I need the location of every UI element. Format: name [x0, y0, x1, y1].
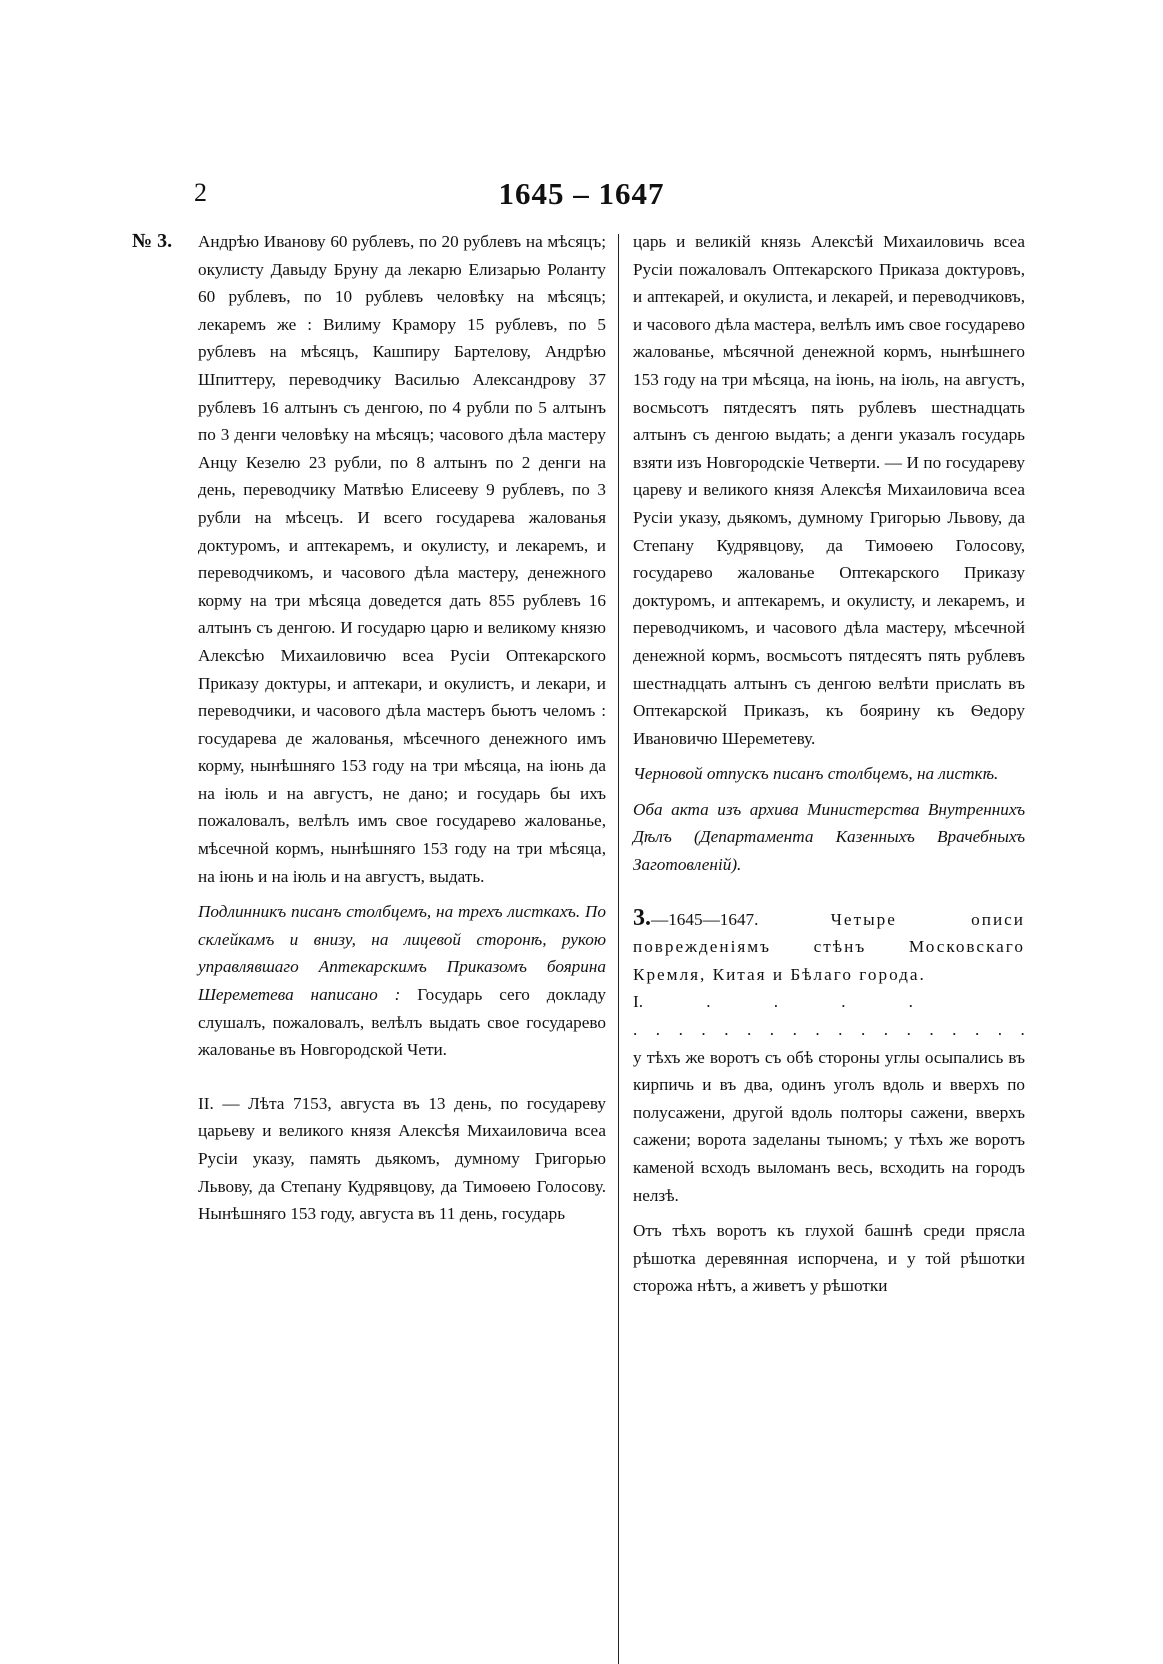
right-note-1: Черновой отпускъ писанъ столбцемъ, на листкѣ. — [633, 764, 999, 784]
ellipsis-dots: . — [773, 992, 778, 1012]
right-note-2: Оба акта изъ архива Министерства Внутреннихъ Дѣлъ (Департамента Казенныхъ Врачебныхъ Заготовленій). — [633, 799, 1025, 875]
right-paragraph-3: Отъ тѣхъ воротъ къ глухой башнѣ среди прясла рѣшотка деревянная испорчена, и у той рѣшотки сторожа нѣтъ, а живетъ у рѣшотки — [633, 1221, 1025, 1296]
roman-numeral: I. — [633, 992, 644, 1012]
running-title: 1645 – 1647 — [498, 176, 665, 211]
left-note-1 — [198, 898, 606, 1064]
page-number: 2 — [194, 178, 207, 207]
ellipsis-row: . . . . . . . . . . . . . . . . . . — [633, 1020, 1025, 1040]
left-note-1-italic: Подлинникъ писанъ столбцемъ, на трехъ листкахъ. По склейкамъ и внизу, на лицевой сторонѣ, рукою управлявшаго Аптекарскимъ Приказомъ боярина Шереметева написано : — [198, 902, 606, 1005]
section-heading-number: 3. — [633, 904, 651, 931]
left-column — [198, 228, 606, 1228]
ellipsis-dots: . — [908, 992, 913, 1012]
ellipsis-dots: . — [706, 992, 711, 1012]
section-heading — [633, 905, 1025, 989]
roman-numeral-row — [633, 988, 913, 1016]
left-note-1-plain: Государь сего докладу слушалъ, пожаловалъ, велѣлъ выдать свое государево жалованье въ Новгородской Чети. — [198, 985, 606, 1060]
section-heading-dates: —1645—1647. — [651, 909, 759, 929]
left-paragraph-2: II. — Лѣта 7153, августа въ 13 день, по государеву царьеву и великого князя Алексѣя Михаиловича всеа Русіи указу, память дьякомъ, думному Григорью Львову, да Степану Кудрявцову, да Тимоѳею Голосову. Нынѣшняго 153 году, августа въ 11 день, государь — [198, 1093, 606, 1224]
doc-marker: № 3. — [132, 230, 173, 252]
right-paragraph-1: царь и великій князь Алексѣй Михаиловичь всеа Русіи пожаловалъ Оптекарского Приказа доктуровъ, и аптекарей, и окулиста, и лекарей, и переводчиковъ, и часового дѣла мастера, велѣлъ имъ свое государево жалованье, мѣсячной денежной кормъ, нынѣшнего 153 году на три мѣсяца, на іюнь, на іюль, на августъ, восмьсотъ пятдесятъ пять рублевъ шестнадцать алтынъ съ денгою выдать; а денги указалъ государь взяти изъ Новгородскіе Четверти. — И по государеву цареву и великого князя Алексѣя Михаиловича всеа Русіи указу, дьякомъ, думному Григорью Львову, да Степану Кудрявцову, да Тимоѳею Голосову, государево жалованье Оптекарского Приказу доктуромъ, и аптекаремъ, и окулисту, и лекаремъ, и переводчикомъ, и часового дѣла мастеру, мѣсечной денежной кормъ, восмьсотъ пятдесятъ пять рублевъ шестнадцать алтынъ съ денгою велѣти прислать въ Оптекарской Приказъ, къ боярину къ Ѳедору Ивановичю Шереметеву. — [633, 232, 1025, 748]
ellipsis-dots: . — [841, 992, 846, 1012]
right-column — [633, 228, 1025, 1300]
section-heading-text: Четыре описи поврежденіямъ стѣнъ Московскаго Кремля, Китая и Бѣлаго города. — [633, 909, 1025, 984]
column-divider — [618, 234, 619, 1664]
right-paragraph-2: у тѣхъ же воротъ съ обѣ стороны углы осыпались въ кирпичь и въ два, одинъ уголъ вдоль и вверхъ по полусажени, другой вдоль полторы сажени, вверхъ сажени; ворота заделаны тыномъ; у тѣхъ же воротъ каменой всходъ выломанъ весь, всходить на городъ нелзѣ. — [633, 1047, 1025, 1205]
left-paragraph-1: Андрѣю Иванову 60 рублевъ, по 20 рублевъ на мѣсяцъ; окулисту Давыду Бруну да лекарю Елизарью Роланту 60 рублевъ, по 10 рублевъ человѣку на мѣсяцъ; лекаремъ же : Вилиму Крамору 15 рублевъ, по 5 рублевъ на мѣсяцъ, Кашпиру Бартелову, Андрѣю Шпиттеру, переводчику Василью Александрову 37 рублевъ 16 алтынъ съ денгою, по 4 рубли по 5 алтынъ по 3 денги человѣку на мѣсяцъ; часового дѣла мастеру Анцу Кезелю 23 рубли, по 8 алтынъ по 2 денги на день, переводчику Матвѣю Елисееву 9 рублевъ, по 3 рубли на мѣсецъ. И всего государева жалованья доктуромъ, и аптекаремъ, и окулисту, и лекаремъ, и переводчикомъ, и часового дѣла мастеру, денежного корму на три мѣсяца доведется дать 855 рублевъ 16 алтынъ съ денгою. И государю царю и великому князю Алексѣю Михаиловичю всеа Русіи Оптекарского Приказу доктуры, и аптекари, и окулистъ, и лекари, и переводчики, и часового дѣла мастеръ бьютъ челомъ : государева де жалованья, мѣсечного денежного имъ корму, нынѣшняго 153 году на три мѣсяца, на іюнь да на іюль и на августъ, не дано; и государь бы ихъ пожаловалъ, велѣлъ имъ свое государево жалованье, мѣсечной кормъ, нынѣшняго 153 году на три мѣсяца, на іюнь и на іюль и на августъ, выдать. — [198, 232, 606, 886]
